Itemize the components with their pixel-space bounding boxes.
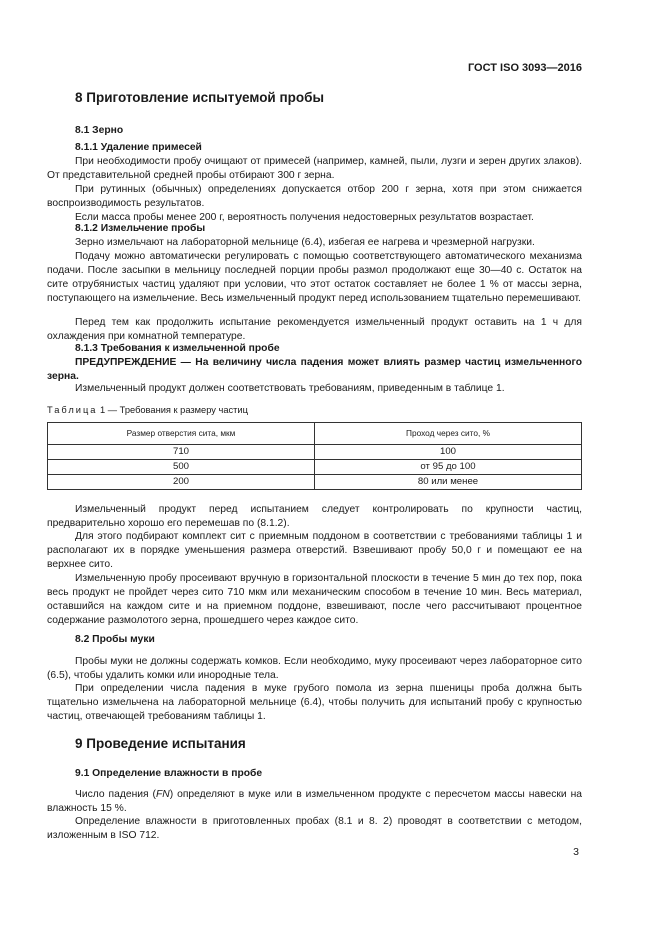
section-8-1-3-title: 8.1.3 Требования к измельченной пробе [75,343,280,354]
table-cell: 100 [315,445,582,460]
text-run: Число падения ( [75,789,156,800]
table-caption-text: 1 — Требования к размеру частиц [97,405,248,415]
text-run: ) определяют в муке или в измельченном продукте с пересчетом массы навески на влажность 15 %. [47,789,582,814]
paragraph: При рутинных (обычных) определениях допускается отбор 200 г зерна, хотя при этом снижается воспроизводимость результатов. [47,184,582,209]
paragraph: Измельченный продукт должен соответствовать требованиям, приведенным в таблице 1. [75,383,505,394]
table-cell: 500 [48,460,315,475]
paragraph: Определение влажности в приготовленных пробах (8.1 и 8. 2) проводят в соответствии с методом, изложенным в ISO 712. [47,816,582,841]
column-header: Размер отверстия сита, мкм [48,423,315,445]
paragraph: При необходимости пробу очищают от примесей (например, камней, пыли, лузги и зерен других злаков). От представительной средней пробы отбирают 300 г зерна. [47,156,582,181]
paragraph: Пробы муки не должны содержать комков. Если необходимо, муку просеивают через лабораторное сито (6.5), чтобы удалить комки или инородные тела. [47,656,582,681]
paragraph: Зерно измельчают на лабораторной мельнице (6.4), избегая ее нагрева и чрезмерной нагрузки. [75,237,535,248]
paragraph: При определении числа падения в муке грубого помола из зерна пшеницы проба должна быть тщательно измельчена на лабораторной мельнице (6.4), чтобы получить для испытаний пробу с крупностью частиц, отвечающей требованиям таблицы 1. [47,683,582,722]
section-8-1-1-title: 8.1.1 Удаление примесей [75,142,202,153]
paragraph: Если масса пробы менее 200 г, вероятность получения недостоверных результатов возрастает. [75,212,534,223]
table-cell: 710 [48,445,315,460]
section-9-1-title: 9.1 Определение влажности в пробе [75,768,263,779]
paragraph: Подачу можно автоматически регулировать с помощью соответствующего автоматического механизма подачи. После засыпки в мельницу последней порции пробы размол продолжают еще 30—40 с. Остаток на сите отрубянистых частиц удаляют при условии, что этот остаток составляет не более 1 % от массы зерна, поступающего на измельчение. Весь измельченный продукт перед использованием тщательно перемешивают. [47,251,582,304]
warning-note: ПРЕДУПРЕЖДЕНИЕ — На величину числа падения может влиять размер частиц измельченного зерна. [47,357,582,382]
table-cell: 80 или менее [315,475,582,490]
paragraph [47,788,582,816]
particle-size-table [47,422,582,490]
fn-abbreviation: FN [155,789,170,800]
section-8-1-title: 8.1 Зерно [75,125,124,136]
paragraph: Измельченную пробу просеивают вручную в горизонтальной плоскости в течение 5 мин до тех пор, пока весь продукт не пройдет через сито 710 мкм или механическим способом в течение 10 мин. Весь материал, оставшийся на каждом сите и на приемном поддоне, взвешивают, после чего рассчитывают процентное содержание размолотого зерна, прошедшего через каждое сито. [47,573,582,626]
table-cell: от 95 до 100 [315,460,582,475]
paragraph: Измельченный продукт перед испытанием следует контролировать по крупности частиц, предварительно хорошо его перемешав по (8.1.2). [47,504,582,529]
table-header-row [48,423,582,445]
section-9-title: 9 Проведение испытания [75,736,246,751]
column-header: Проход через сито, % [315,423,582,445]
paragraph: Перед тем как продолжить испытание рекомендуется измельченный продукт оставить на 1 ч для охлаждения при комнатной температуре. [47,317,582,342]
section-8-title: 8 Приготовление испытуемой пробы [75,90,324,105]
table-caption [47,404,248,418]
standard-header: ГОСТ ISO 3093—2016 [467,62,582,74]
table-row [48,445,582,460]
table-row [48,475,582,490]
paragraph: Для этого подбирают комплект сит с приемным поддоном в соответствии с требованиями таблицы 1 и располагают их в порядке уменьшения размера отверстий. Взвешивают пробу 50,0 г и помещают ее на верхнее сито. [47,531,582,570]
table-caption-word: Таблица [47,405,98,415]
table-row [48,460,582,475]
section-8-2-title: 8.2 Пробы муки [75,634,155,645]
page-number: 3 [573,846,579,858]
section-8-1-2-title: 8.1.2 Измельчение пробы [75,223,206,234]
table-cell: 200 [48,475,315,490]
